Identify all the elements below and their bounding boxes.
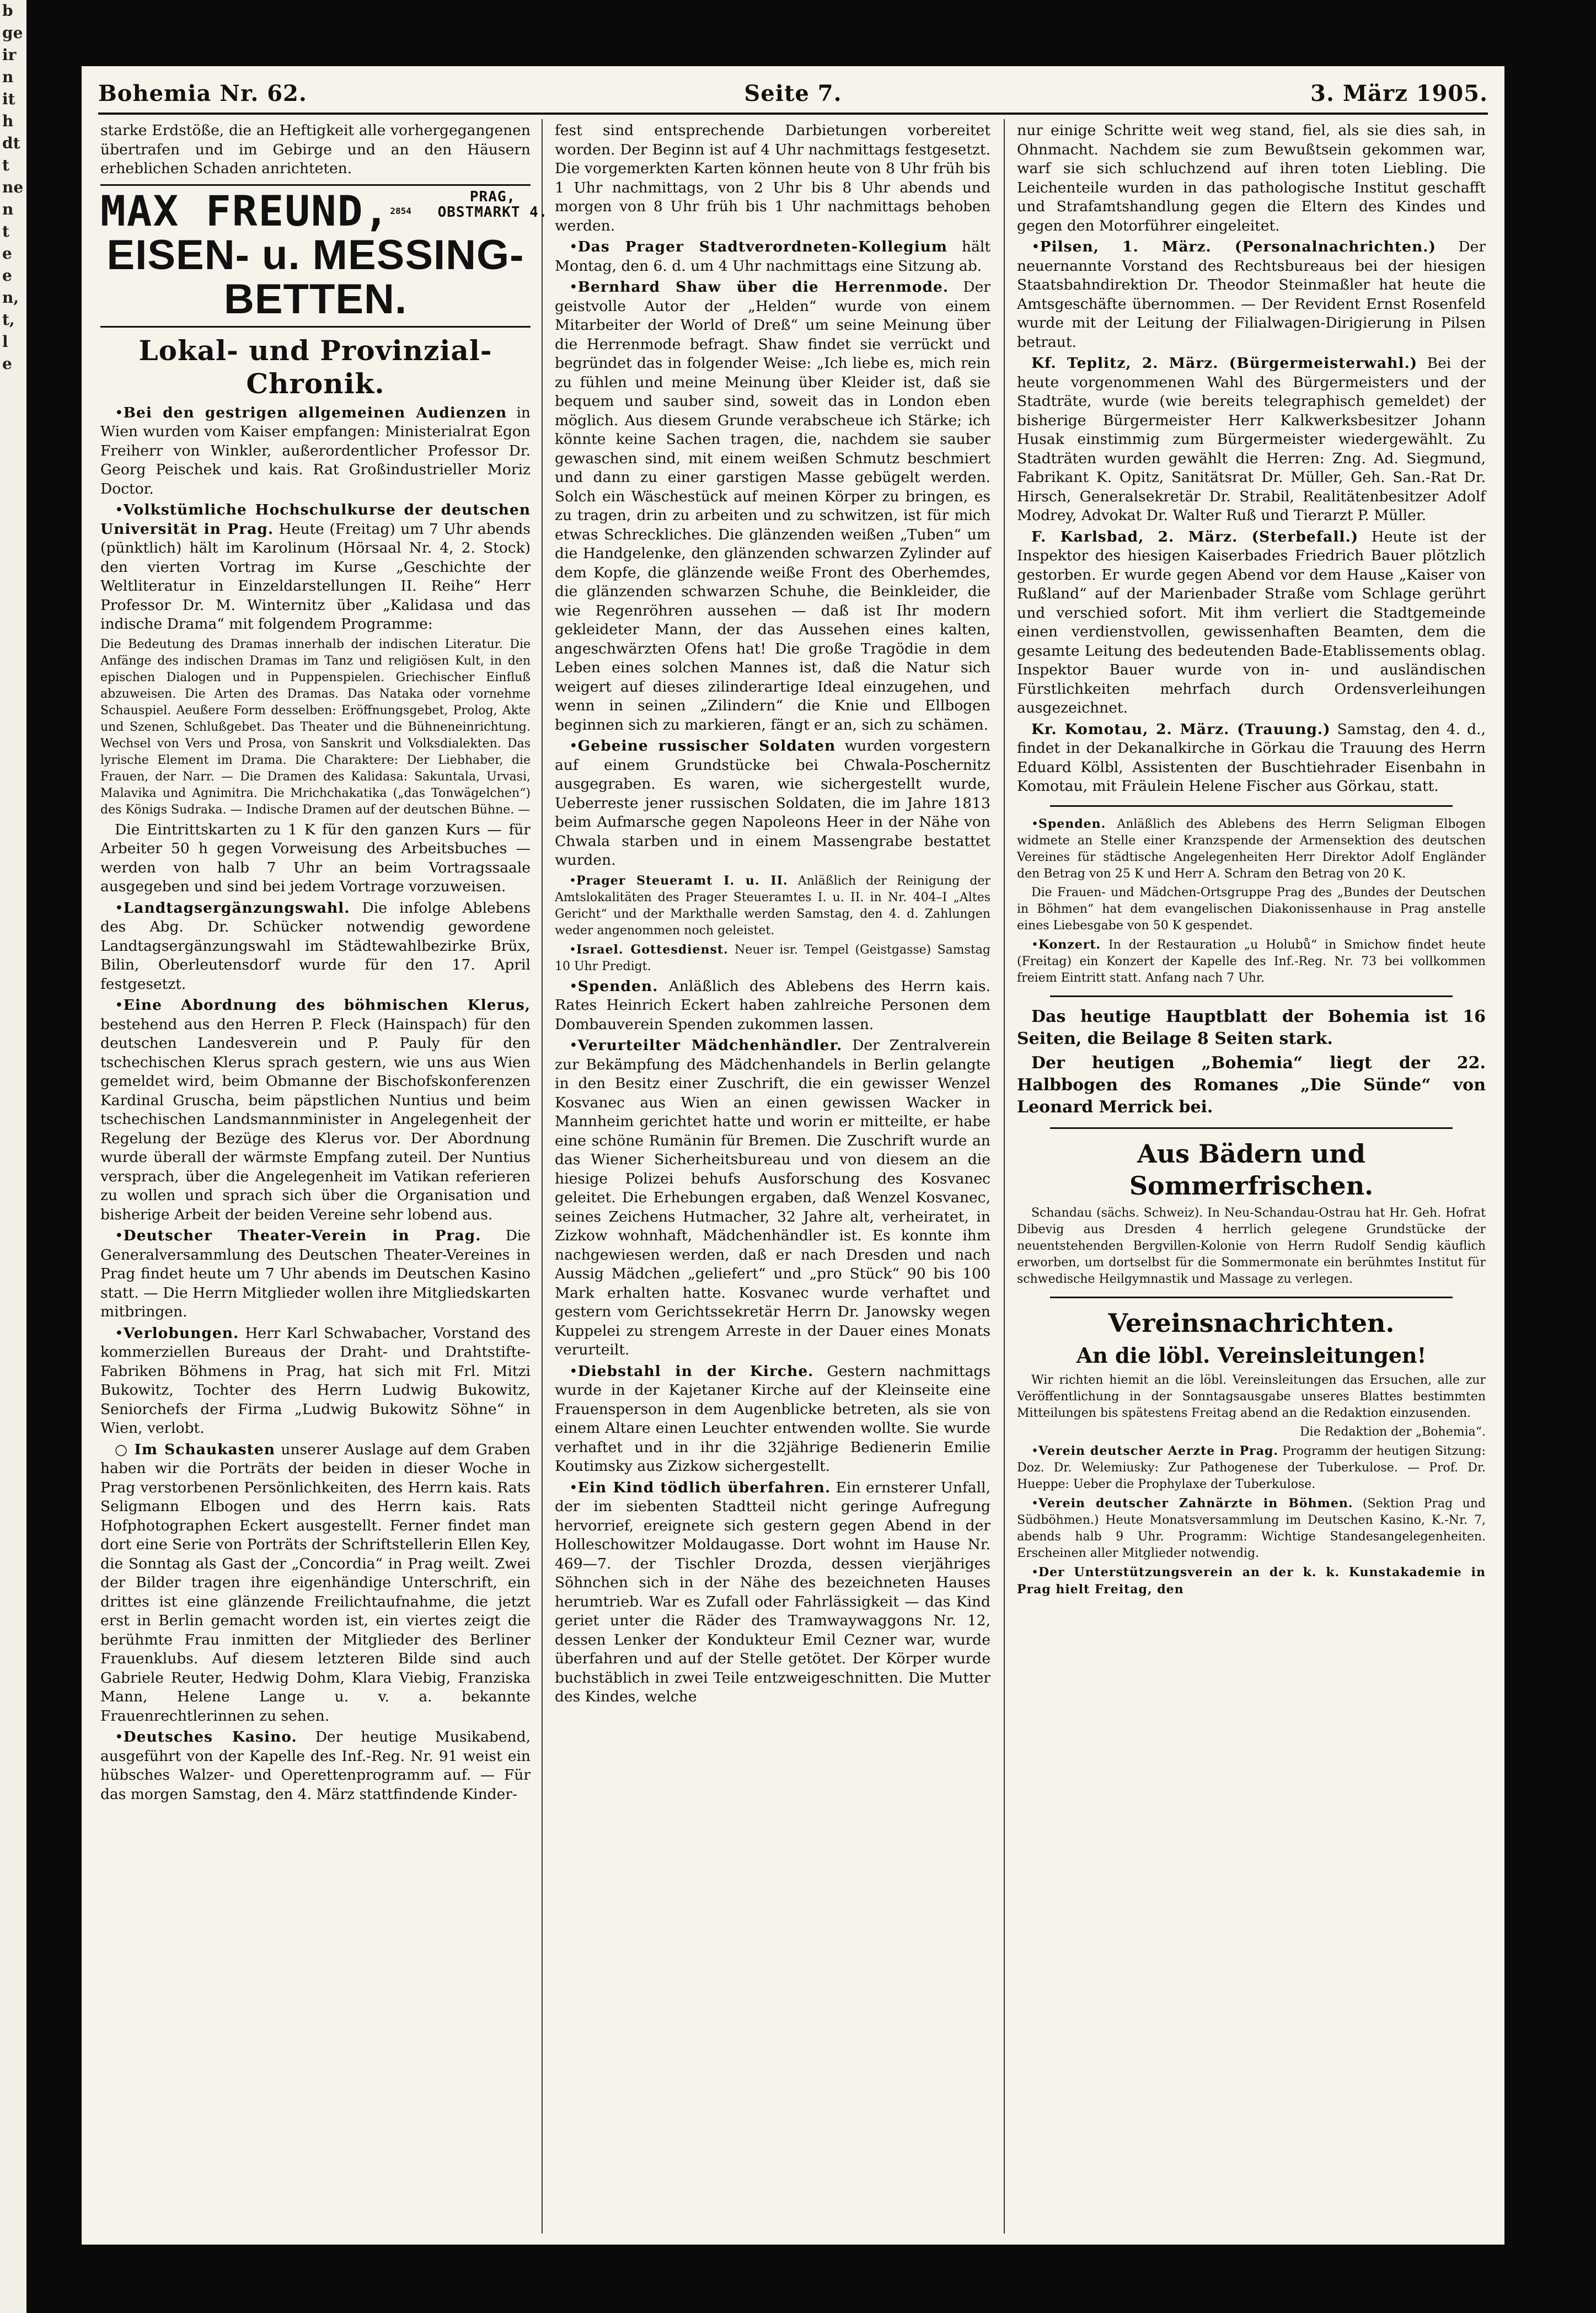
margin-fragment: h: [2, 112, 14, 130]
margin-fragment: t,: [2, 310, 15, 329]
column-divider: [542, 119, 543, 2234]
intro-text: starke Erdstöße, die an Heftigkeit alle vorhergegangenen übertrafen und im Gebirge und an den Häusern erheblichen Schaden anrichteten.: [100, 122, 531, 177]
article-text: Der neuernannte Vorstand des Rechtsbureaus bei der hiesigen Staatsbahndirektion Dr. Theodor Steinmaßler hat heute die Amtsgeschäfte übernommen. — Der Revident Ernst Rosenfeld wurde mit der Leitung der Filialwagen-Dirigierung in Pilsen betraut.: [1017, 238, 1486, 351]
article: •Bernhard Shaw über die Herrenmode. Der geistvolle Autor der „Helden“ wurde von einem Mitarbeiter der World of Dreß“ um seine Meinung über die Herrenmode befragt. Shaw findet sie verrückt und begründet das in folgender Weise: „Ich liebe es, mich rein zu fühlen und meine Meinung über Kleider ist, daß sie bequem und sauber sind, soweit das in London eben möglich. Aus diesem Grunde verabscheue ich Stärke; ich könnte keine Sachen tragen, die, nachdem sie sauber gewaschen sind, mit einem weißen Schmutz beschmiert und dann zu einer garstigen Masse gebügelt werden. Solch ein Wäschestück auf meinen Körper zu bringen, es zu tragen, drin zu arbeiten und zu schwitzen, ist für mich etwas Schreckliches. Die glänzenden weißen „Tuben“ um die Handgelenke, den glänzenden schwarzen Zylinder auf dem Kopfe, die glänzende weiße Front des Oberhemdes, die glänzenden schwarzen Schuhe, die Beinkleider, die wie Regenröhren aussehen — daß ist Ihr modern gekleideter Mann, der das Aussehen eines kalten, angeschwärzten Ofens hat! Die große Tragödie in dem Leben eines solchen Mannes ist, daß die Natur sich weigert auf dieses zilinderartige Ideal einzugehen, und wenn in seinen „Zilindern“ die Knie und Ellbogen beginnen sich zu markieren, fängt er an, sich zu schämen.: [555, 279, 990, 733]
article-heading: Spenden.: [1038, 816, 1106, 831]
article-text: Gestern nachmittags wurde in der Kajetaner Kirche auf der Kleinseite eine Frauensperson in dem Augenblicke betreten, als sie von einem Altare einen Leuchter entwenden wollte. Sie wurde verhaftet und in ihr die 32jährige Bedienerin Emilie Koutimsky aus Zizkow sichergestellt.: [555, 1362, 990, 1475]
article: •Deutscher Theater-Verein in Prag. Die Generalversammlung des Deutschen Theater-Vereines in Prag findet heute um 7 Uhr abends im Deutschen Kasino statt. — Die Herrn Mitglieder wollen ihre Mitgliedskarten mitbringen.: [100, 1227, 531, 1320]
article-text: in Wien wurden vom Kaiser empfangen: Ministerialrat Egon Freiherr von Winkler, außerordentlicher Professor Dr. Georg Peischek und kais. Rat Großindustrieller Moriz Doctor.: [100, 404, 531, 497]
margin-fragment: b: [2, 2, 13, 20]
ad-street: OBSTMARKT 4.: [437, 204, 548, 221]
advertisement-max-freund: [100, 184, 548, 328]
article: •Verein deutscher Zahnärzte in Böhmen. (Sektion Prag und Südböhmen.) Heute Monatsversammlung im Deutschen Kasino, K.-Nr. 7, abends halb 9 Uhr. Programm: Wichtige Standesangelegenheiten. Erscheinen aller Mitglieder notwendig.: [1017, 1496, 1486, 1560]
article-heading: Deutsches Kasino.: [123, 1728, 297, 1746]
article-text: Samstag, den 4. d., findet in der Dekanalkirche in Görkau die Trauung des Herrn Eduard Kölbl, Assistenten der Buschtiehrader Eisenbahn in Komotau, mit Fräulein Helene Fischer aus Görkau, statt.: [1017, 720, 1486, 795]
article-heading: Verein deutscher Zahnärzte in Böhmen.: [1038, 1496, 1353, 1511]
article-text: Anläßlich des Ablebens des Herrn Seligman Elbogen widmete an Stelle einer Kranzspende der Armensektion des deutschen Vereines für städtische Angelegenheiten Herr Direktor Adolf Engländer den Betrag von 25 K und Herr A. Schram den Betrag von 20 K.: [1017, 817, 1486, 881]
article-heading: Verein deutscher Aerzte in Prag.: [1038, 1443, 1279, 1458]
margin-fragment: e: [2, 355, 12, 373]
article: •Ein Kind tödlich überfahren. Ein ernsterer Unfall, der im siebenten Stadtteil nicht geringe Aufregung hervorrief, ereignete sich gestern gegen Abend in der Holleschowitzer Moldaugasse. Dort wohnt im Hause Nr. 469—7. der Tischler Drozda, dessen vierjähriges Söhnchen sich in der Nähe des bezeichneten Hauses herumtrieb. War es Zufall oder Fahrlässigkeit — das Kind geriet unter die Räder des Tramwaywaggons Nr. 12, dessen Lenker der Kondukteur Emil Cezner war, wurde überfahren und auf der Stelle getötet. Der Körper wurde buchstäblich in zwei Teile entzweigeschnitten. Die Mutter des Kindes, welche: [555, 1479, 990, 1705]
article-text: hält Montag, den 6. d. um 4 Uhr nachmittags eine Sitzung ab.: [555, 238, 990, 275]
header-rule: [98, 113, 1488, 115]
article-heading: Konzert.: [1038, 937, 1101, 952]
article: •Verurteilter Mädchenhändler. Der Zentralverein zur Bekämpfung des Mädchenhandels in Berlin gelangte in den Besitz einer Zuschrift, die ein gewisser Wenzel Kosvanec aus Wien an einen gewissen Wacker in Mannheim gerichtet hatte und worin er mitteilte, er habe eine schöne Rumänin für Bremen. Die Zuschrift wurde an das Wiener Sicherheitsbureau und von diesem an die hiesige Polizei behufs Ausforschung des Kosvanec geleitet. Die Erhebungen ergaben, daß Wenzel Kosvanec, seines Zeichens Hutmacher, 32 Jahre alt, verheiratet, in Zizkow wohnhaft, Mädchenhändler ist. Es konnte ihm nachgewiesen werden, daß er nach Dresden und nach Aussig Mädchen „geliefert“ und „pro Stück“ 90 bis 100 Mark erhalten hatte. Kosvanec wurde verhaftet und gestern vom Gerichtssekretär Herrn Dr. Janowsky wegen Kuppelei zu strengem Arreste in der Dauer eines Monats verurteilt.: [555, 1037, 990, 1358]
article: •Verein deutscher Aerzte in Prag. Programm der heutigen Sitzung: Doz. Dr. Welemiusky: Zur Pathogenese der Tuberkulose. — Prof. Dr. Hueppe: Ueber die Prophylaxe der Tuberkulose.: [1017, 1443, 1486, 1491]
margin-fragment: n,: [2, 288, 19, 307]
article-text: Anläßlich des Ablebens des Herrn kais. Rates Heinrich Eckert haben zahlreiche Personen dem Dombauverein Spenden zukommen lassen.: [555, 977, 990, 1033]
margin-fragment: dt: [2, 134, 20, 152]
signature: Die Redaktion der „Bohemia“.: [1300, 1425, 1486, 1439]
article-text: Die Eintrittskarten zu 1 K für den ganzen Kurs — für Arbeiter 50 h gegen Vorweisung des Arbeitsbuches — werden von halb 7 Uhr an beim Vortragssaale ausgegeben und sind bei jedem Vortrage vorzuweisen.: [100, 821, 531, 895]
margin-fragment: l: [2, 333, 8, 351]
article-text: Der geistvolle Autor der „Helden“ wurde von einem Mitarbeiter der World of Dreß“ um seine Meinung über die Herrenmode befragt. Shaw findet sie verrückt und begründet das in folgender Weise: „Ich liebe es, mich rein zu fühlen und meine Meinung über Kleider ist, daß sie bequem und sauber sind, soweit das in London eben möglich. Aus diesem Grunde verabscheue ich Stärke; ich könnte keine Sachen tragen, die, nachdem sie sauber gewaschen sind, mit einem weißen Schmutz beschmiert und dann zu einer garstigen Masse gebügelt werden. Solch ein Wäschestück auf meinen Körper zu bringen, es zu tragen, drin zu arbeiten und zu schwitzen, ist für mich etwas Schreckliches. Die glänzenden weißen „Tuben“ um die Handgelenke, den glänzenden schwarzen Zylinder auf dem Kopfe, die glänzende weiße Front des Oberhemdes, die glänzenden schwarzen Schuhe, die Beinkleider, die wie Regenröhren aussehen — daß ist Ihr modern gekleideter Mann, der das Aussehen eines kalten, angeschwärzten Ofens hat! Die große Tragödie in dem Leben eines solchen Mannes ist, daß die Natur sich weigert auf dieses zilinderartige Ideal einzugehen, und wenn in seinen „Zilindern“ die Knie und Ellbogen beginnen sich zu markieren, fängt er an, sich zu schämen.: [555, 279, 990, 733]
article: •Gebeine russischer Soldaten wurden vorgestern auf einem Grundstücke bei Chwala-Poschernitz ausgegraben. Es waren, wie sichergestellt wurde, Ueberreste jener russischen Soldaten, die im Jahre 1813 beim Aufmarsche gegen Napoleons Heer in der Nähe von Chwala starben und in einem Massengrabe bestattet wurden.: [555, 737, 990, 869]
article-text: Die infolge Ablebens des Abg. Dr. Schücker notwendig gewordene Landtagsergänzungswahl im Städtewahlbezirke Brüx, Bilin, Oberleutensdorf wurde für den 17. April festgesetzt.: [100, 899, 531, 993]
margin-fragment: it: [2, 90, 15, 108]
article-text: Die Frauen- und Mädchen-Ortsgruppe Prag des „Bundes der Deutschen in Böhmen“ hat dem evangelischen Diakonissenhause in Prag anstelle eines Liebesgabe von 50 K gespendet.: [1017, 885, 1486, 933]
column-divider: [1004, 119, 1005, 2234]
article: •Bei den gestrigen allgemeinen Audienzen in Wien wurden vom Kaiser empfangen: Ministerialrat Egon Freiherr von Winkler, außerordentlicher Professor Dr. Georg Peischek und kais. Rat Großindustrieller Moriz Doctor.: [100, 404, 531, 497]
article-text: Herr Karl Schwabacher, Vorstand des kommerziellen Bureaus der Draht- und Drahtstifte-Fabriken Böhmens in Prag, hat sich mit Frl. Mitzi Bukowitz, Tochter des Herrn Ludwig Bukowitz, Seniorchefs der Firma „Ludwig Bukowitz Söhne“ in Wien, verlobt.: [100, 1324, 531, 1437]
article-text: Der Zentralverein zur Bekämpfung des Mädchenhandels in Berlin gelangte in den Besitz einer Zuschrift, die ein gewisser Wenzel Kosvanec aus Wien an einen gewissen Wacker in Mannheim gerichtet hatte und worin er mitteilte, er habe eine schöne Rumänin für Bremen. Die Zuschrift wurde an das Wiener Sicherheitsbureau und von diesem an die hiesige Polizei behufs Ausforschung des Kosvanec geleitet. Die Erhebungen ergaben, daß Wenzel Kosvanec, seines Zeichens Hutmacher, 32 Jahre alt, verheiratet, in Zizkow wohnhaft, Mädchenhändler ist. Es konnte ihm nachgewiesen werden, daß er nach Dresden und nach Aussig Mädchen „geliefert“ und „pro Stück“ 90 bis 100 Mark erhalten hatte. Kosvanec wurde verhaftet und gestern vom Gerichtssekretär Herrn Dr. Janowsky wegen Kuppelei zu strengem Arreste in der Dauer eines Monats verurteilt.: [555, 1037, 990, 1358]
section-title-lokal: Lokal- und Provinzial-Chronik.: [138, 334, 492, 400]
article-text: Anläßlich der Reinigung der Amtslokalitäten des Prager Steueramtes I. u. II. in Nr. 404–I „Altes Gericht“ und der Markthalle werden Samstag, den 4. d. Zahlungen weder angenommen noch geleistet.: [555, 874, 991, 938]
left-margin-fragments: [0, 0, 26, 2313]
article-heading: Bernhard Shaw über die Herrenmode.: [577, 279, 949, 296]
header-date: 3. März 1905.: [1310, 81, 1488, 106]
article-heading: Kf. Teplitz, 2. März. (Bürgermeisterwahl.): [1031, 355, 1418, 372]
ad-name-line: [100, 186, 548, 235]
article-text: Wir richten hiemit an die löbl. Vereinsleitungen das Ersuchen, alle zur Veröffentlichung in der Sonntagsausgabe unseres Blattes bestimmten Mitteilungen bis spätestens Freitag abend an die Redaktion einzusenden.: [1017, 1373, 1486, 1420]
article-heading: Prager Steueramt I. u. II.: [576, 873, 788, 888]
article-text: Heute ist der Inspektor des hiesigen Kaiserbades Friedrich Bauer plötzlich gestorben. Er wurde gegen Abend vor dem Hause „Kaiser von Rußland“ auf der Marienbader Straße vom Schlage gerührt und verschied sofort. Mit ihm verliert die Stadtgemeinde einen verdienstvollen, gewissenhaften Beamten, dem die gesamte Leitung des bedeutenden Bade-Etablissements oblag. Inspektor Bauer wurde von in- und ausländischen Fürstlichkeiten mehrfach durch Ordensverleihungen ausgezeichnet.: [1017, 528, 1486, 716]
article-heading: Volkstümliche Hochschulkurse der deutschen Universität in Prag.: [100, 501, 531, 538]
page-header: [98, 76, 1488, 111]
article-text: Der heutige Musikabend, ausgeführt von der Kapelle des Inf.-Reg. Nr. 91 weist ein hübsches Walzer- und Operettenprogramm auf. — Für das morgen Samstag, den 4. März stattfindende Kinder-: [100, 1728, 531, 1803]
article-heading: Pilsen, 1. März. (Personalnachrichten.): [1040, 238, 1436, 255]
article-heading: Das Prager Stadtverordneten-Kollegium: [577, 238, 947, 255]
article: •Diebstahl in der Kirche. Gestern nachmittags wurde in der Kajetaner Kirche auf der Kleinseite eine Frauensperson in dem Augenblicke betreten, als sie von einem Altare einen Leuchter entwenden wollte. Sie wurde verhaftet und in ihr die 32jährige Bedienerin Emilie Koutimsky aus Zizkow sichergestellt.: [555, 1362, 990, 1475]
article-text: In der Restauration „u Holubů“ in Smichow findet heute (Freitag) ein Konzert der Kapelle des Inf.-Reg. Nr. 73 bei vollkommen freiem Eintritt statt. Anfang nach 7 Uhr.: [1017, 938, 1486, 985]
ad-product: EISEN- u. MESSING-BETTEN.: [106, 231, 524, 323]
ad-address: [438, 189, 548, 220]
section-subtitle: An die löbl. Vereinsleitungen!: [1076, 1342, 1427, 1368]
article-text: Programm der heutigen Sitzung: Doz. Dr. Welemiusky: Zur Pathogenese der Tuberkulose. — Prof. Dr. Hueppe: Ueber die Prophylaxe der Tuberkulose.: [1017, 1444, 1486, 1491]
header-page-number: Seite 7.: [744, 81, 842, 106]
article: •Konzert. In der Restauration „u Holubů“ in Smichow findet heute (Freitag) ein Konzert der Kapelle des Inf.-Reg. Nr. 73 bei vollkommen freiem Eintritt statt. Anfang nach 7 Uhr.: [1017, 937, 1486, 985]
margin-fragment: n: [2, 68, 14, 86]
article-heading: Im Schaukasten: [134, 1441, 275, 1458]
article: •Volkstümliche Hochschulkurse der deutschen Universität in Prag. Heute (Freitag) um 7 Uhr abends (pünktlich) hält im Karolinum (Hörsaal Nr. 4, 2. Stock) den vierten Vortrag im Kurse „Geschichte der Weltliteratur in Einzeldarstellungen II. Reihe“ Herr Professor Dr. M. Winternitz über „Kalidasa und das indische Drama“ mit folgendem Programme:: [100, 501, 531, 633]
section-title-baeder: Aus Bädern und Sommerfrischen.: [1129, 1138, 1374, 1201]
article: •Der Unterstützungsverein an der k. k. Kunstakademie in Prag hielt Freitag, den: [1017, 1565, 1486, 1597]
ad-city: PRAG,: [469, 188, 516, 205]
article-text: Schandau (sächs. Schweiz). In Neu-Schandau-Ostrau hat Hr. Geh. Hofrat Dibevig aus Dresden 4 herrlich gelegene Grundstücke der neuentstehenden Bergvillen-Kolonie von Herrn Rudolf Sendig käuflich erworben, um dortselbst für die Sommermonate ein berühmtes Institut für schwedische Heilgymnastik und Massage zu verlegen.: [1017, 1206, 1486, 1286]
article-text: Bei der heute vorgenommenen Wahl des Bürgermeisters und der Stadträte, wurde (wie bereits telegraphisch gemeldet) der bisherige Bürgermeister Herr Kalkwerksbesitzer Johann Husak einstimmig zum Bürgermeister wiedergewählt. Zu Stadträten wurden gewählt die Herren: Zng. Ad. Siegmund, Fabrikant K. Opitz, Sanitätsrat Dr. Müller, Geh. San.-Rat Dr. Hirsch, Generalsekretär Dr. Strabil, Realitätenbesitzer Adolf Modrey, Advokat Dr. Walter Ruß und Tierarzt P. Müller.: [1017, 355, 1486, 524]
column-2: [555, 121, 990, 2234]
article: [1017, 528, 1486, 718]
margin-fragment: t: [2, 222, 9, 240]
article: [1017, 720, 1486, 796]
article: •Eine Abordnung des böhmischen Klerus, bestehend aus den Herren P. Fleck (Hainspach) für den deutschen Landesverein und P. Pauly für den tschechischen Klerus sprach gestern, wie uns aus Wien gemeldet wird, beim Obmanne der Bischofskonferenzen Kardinal Gruscha, beim päpstlichen Nuntius und beim tschechischen Landsmannminister in Angelegenheit der Regelung der Bezüge des Klerus vor. Der Abordnung wurde überall der wärmste Empfang zuteil. Der Nuntius versprach, über die Angelegenheit im Vatikan referieren zu wollen und sprach sich über die Organisation und bisherige Arbeit der beiden Vereine sehr lobend aus.: [100, 997, 531, 1223]
divider-rule: [1050, 805, 1453, 807]
divider-rule: [1050, 1297, 1453, 1298]
article-heading: Landtagsergänzungswahl.: [123, 899, 350, 917]
ad-name: MAX FREUND,: [100, 186, 390, 235]
article-heading: F. Karlsbad, 2. März. (Sterbefall.): [1031, 528, 1359, 545]
section-title-vereinsnachrichten: Vereinsnachrichten.: [1108, 1308, 1395, 1338]
continued-text: nur einige Schritte weit weg stand, fiel, als sie dies sah, in Ohnmacht. Nachdem sie zum Bewußtsein gekommen war, warf sie sich schluchzend auf ihren toten Liebling. Die Leichenteile wurden in das pathologische Institut geschafft und Strafamtshandlung gegen die Eltern des Kindes und gegen den Motorführer eingeleitet.: [1017, 122, 1486, 234]
article: •Deutsches Kasino. Der heutige Musikabend, ausgeführt von der Kapelle des Inf.-Reg. Nr. 91 weist ein hübsches Walzer- und Operettenprogramm auf. — Für das morgen Samstag, den 4. März stattfindende Kinder-: [100, 1728, 531, 1803]
article-text: Die Generalversammlung des Deutschen Theater-Vereines in Prag findet heute um 7 Uhr abends im Deutschen Kasino statt. — Die Herrn Mitglieder wollen ihre Mitgliedskarten mitbringen.: [100, 1227, 531, 1320]
program-text: Die Bedeutung des Dramas innerhalb der indischen Literatur. Die Anfänge des indischen Dramas im Tanz und religiösen Kult, in den epischen Dialogen und in Puppenspielen. Griechischer Einfluß abzuweisen. Die Arten des Dramas. Das Nataka oder vornehme Schauspiel. Aeußere Form desselben: Eröffnungsgebet, Prolog, Akte und Szenen, Schlußgebet. Das Theater und die Bühneneinrichtung. Wechsel von Vers und Prosa, von Sanskrit und Volksdialekten. Das lyrische Element im Drama. Die Charaktere: Der Liebhaber, die Frauen, der Narr. — Die Dramen des Kalidasa: Sakuntala, Urvasi, Malavika und Agnimitra. Die Mrichchakatika („das Tonwägelchen“) des Königs Sudraka. — Indische Dramen auf der deutschen Bühne. —: [100, 637, 531, 817]
article-heading: Spenden.: [577, 977, 658, 995]
article-text: Neuer isr. Tempel (Geistgasse) Samstag 10 Uhr Predigt.: [555, 943, 990, 973]
margin-fragment: n: [2, 200, 14, 218]
article-heading: Israel. Gottesdienst.: [576, 942, 729, 957]
margin-fragment: t: [2, 156, 9, 174]
notice-novel: Der heutigen „Bohemia“ liegt der 22. Halbbogen des Romanes „Die Sünde“ von Leonard Merrick bei.: [1017, 1053, 1486, 1117]
divider-rule: [1050, 995, 1453, 997]
article-heading: Diebstahl in der Kirche.: [577, 1362, 814, 1380]
article-text: unserer Auslage auf dem Graben haben wir die Porträts der beiden in dieser Woche in Prag verstorbenen Persönlichkeiten, des Herrn kais. Rats Seligmann Elbogen und des Herrn kais. Rats Hofphotographen Eckert ausgestellt. Ferner findet man dort eine Serie von Porträts der Schriftstellerin Ellen Key, die Sonntag als Gast der „Concordia“ in Prag weilt. Zwei der Bilder tragen ihre eigenhändige Unterschrift, ein drittes ist eine glänzende Freilichtaufnahme, die jetzt erst in Berlin gemacht worden ist, ein viertes zeigt die berühmte Frau inmitten der Mitglieder des Berliner Frauenklubs. Auf diesem letzteren Bilde sind auch Gabriele Reuter, Hedwig Dohm, Klara Viebig, Franziska Mann, Helene Lange u. v. a. bekannte Frauenrechtlerinnen zu sehen.: [100, 1441, 531, 1725]
article-heading: Eine Abordnung des böhmischen Klerus,: [123, 997, 531, 1014]
article-heading: Gebeine russischer Soldaten: [577, 737, 836, 754]
article: ○ Im Schaukasten unserer Auslage auf dem Graben haben wir die Porträts der beiden in dieser Woche in Prag verstorbenen Persönlichkeiten, des Herrn kais. Rats Seligmann Elbogen und des Herrn kais. Rats Hofphotographen Eckert ausgestellt. Ferner findet man dort eine Serie von Porträts der Schriftstellerin Ellen Key, die Sonntag als Gast der „Concordia“ in Prag weilt. Zwei der Bilder tragen ihre eigenhändige Unterschrift, ein drittes ist eine glänzende Freilichtaufnahme, die jetzt erst in Berlin gemacht worden ist, ein viertes zeigt die berühmte Frau inmitten der Mitglieder des Berliner Frauenklubs. Auf diesem letzteren Bilde sind auch Gabriele Reuter, Hedwig Dohm, Klara Viebig, Franziska Mann, Helene Lange u. v. a. bekannte Frauenrechtlerinnen zu sehen.: [100, 1441, 531, 1725]
article-heading: Der Unterstützungsverein an der k. k. Kunstakademie in Prag hielt Freitag, den: [1017, 1565, 1486, 1597]
margin-fragment: ne: [2, 178, 24, 196]
article: •Prager Steueramt I. u. II. Anläßlich der Reinigung der Amtslokalitäten des Prager Steueramtes I. u. II. in Nr. 404–I „Altes Gericht“ und der Markthalle werden Samstag, den 4. d. Zahlungen weder angenommen noch geleistet.: [555, 873, 991, 938]
article: •Verlobungen. Herr Karl Schwabacher, Vorstand des kommerziellen Bureaus der Draht- und Drahtstifte-Fabriken Böhmens in Prag, hat sich mit Frl. Mitzi Bukowitz, Tochter des Herrn Ludwig Bukowitz, Seniorchefs der Firma „Ludwig Bukowitz Söhne“ in Wien, verlobt.: [100, 1324, 531, 1437]
article-heading: Verlobungen.: [123, 1324, 239, 1342]
divider-rule: [1050, 1127, 1453, 1129]
continued-text: fest sind entsprechende Darbietungen vorbereitet worden. Der Beginn ist auf 4 Uhr nachmittags festgesetzt. Die vorgemerkten Karten können heute von 8 Uhr früh bis 1 Uhr nachmittags, von 2 Uhr bis 8 Uhr abends und morgen von 8 Uhr früh bis 1 Uhr nachmittags behoben werden.: [555, 122, 990, 234]
header-issue: Bohemia Nr. 62.: [98, 81, 307, 106]
ad-number: 2854: [390, 205, 411, 216]
article-heading: Ein Kind tödlich überfahren.: [577, 1479, 831, 1496]
article: •Pilsen, 1. März. (Personalnachrichten.) Der neuernannte Vorstand des Rechtsbureaus bei der hiesigen Staatsbahndirektion Dr. Theodor Steinmaßler hat heute die Amtsgeschäfte übernommen. — Der Revident Ernst Rosenfeld wurde mit der Leitung der Filialwagen-Dirigierung in Pilsen betraut.: [1017, 238, 1486, 351]
margin-fragment: e: [2, 244, 12, 263]
article-heading: Verurteilter Mädchenhändler.: [577, 1037, 843, 1054]
article-text: Ein ernsterer Unfall, der im siebenten Stadtteil nicht geringe Aufregung hervorrief, ereignete sich gestern gegen Abend in der Holleschowitzer Moldaugasse. Dort wohnt im Hause Nr. 469—7. der Tischler Drozda, dessen vierjähriges Söhnchen sich in der Nähe des bezeichneten Hauses herumtrieb. War es Zufall oder Fahrlässigkeit — das Kind geriet unter die Räder des Tramwaywaggons Nr. 12, dessen Lenker der Kondukteur Emil Cezner war, wurde überfahren und auf der Stelle getötet. Der Körper wurde buchstäblich in zwei Teile entzweigeschnitten. Die Mutter des Kindes, welche: [555, 1479, 990, 1705]
article-heading: Deutscher Theater-Verein in Prag.: [123, 1227, 481, 1244]
article: •Landtagsergänzungswahl. Die infolge Ablebens des Abg. Dr. Schücker notwendig gewordene Landtagsergänzungswahl im Städtewahlbezirke Brüx, Bilin, Oberleutensdorf wurde für den 17. April festgesetzt.: [100, 899, 531, 993]
article: •Spenden. Anläßlich des Ablebens des Herrn Seligman Elbogen widmete an Stelle einer Kranzspende der Armensektion des deutschen Vereines für städtische Angelegenheiten Herr Direktor Adolf Engländer den Betrag von 25 K und Herr A. Schram den Betrag von 20 K.: [1017, 816, 1486, 881]
article-text: Heute (Freitag) um 7 Uhr abends (pünktlich) hält im Karolinum (Hörsaal Nr. 4, 2. Stock) den vierten Vortrag im Kurse „Geschichte der Weltliteratur in Einzeldarstellungen II. Reihe“ Herr Professor Dr. M. Winternitz über „Kalidasa und das indische Drama“ mit folgendem Programme:: [100, 520, 531, 633]
column-3: [1017, 121, 1486, 2234]
article-text: wurden vorgestern auf einem Grundstücke bei Chwala-Poschernitz ausgegraben. Es waren, wie sichergestellt wurde, Ueberreste jener russischen Soldaten, die im Jahre 1813 beim Aufmarsche gegen Napoleons Heer in der Nähe von Chwala starben und in einem Massengrabe bestattet wurden.: [555, 737, 990, 869]
article-text: (Sektion Prag und Südböhmen.) Heute Monatsversammlung im Deutschen Kasino, K.-Nr. 7, abends halb 9 Uhr. Programm: Wichtige Standesangelegenheiten. Erscheinen aller Mitglieder notwendig.: [1017, 1496, 1486, 1560]
article-text: bestehend aus den Herren P. Fleck (Hainspach) für den deutschen Landesverein und P. Pauly für den tschechischen Klerus sprach gestern, wie uns aus Wien gemeldet wird, beim Obmanne der Bischofskonferenzen Kardinal Gruscha, beim päpstlichen Nuntius und beim tschechischen Landsmannminister in Angelegenheit der Regelung der Bezüge des Klerus vor. Der Abordnung wurde überall der wärmste Empfang zuteil. Der Nuntius versprach, über die Angelegenheit im Vatikan referieren zu wollen und sprach sich über die Organisation und bisherige Arbeit der beiden Vereine sehr lobend aus.: [100, 1015, 531, 1223]
margin-fragment: e: [2, 266, 12, 285]
notice-page-count: Das heutige Hauptblatt der Bohemia ist 16 Seiten, die Beilage 8 Seiten stark.: [1017, 1006, 1486, 1048]
margin-fragment: ir: [2, 46, 17, 64]
article: •Das Prager Stadtverordneten-Kollegium hält Montag, den 6. d. um 4 Uhr nachmittags eine Sitzung ab.: [555, 238, 990, 275]
column-1: [100, 121, 548, 2234]
article: •Israel. Gottesdienst. Neuer isr. Tempel (Geistgasse) Samstag 10 Uhr Predigt.: [555, 942, 990, 973]
article-heading: Bei den gestrigen allgemeinen Audienzen: [123, 404, 507, 421]
newspaper-page: [82, 66, 1504, 2245]
article: •Spenden. Anläßlich des Ablebens des Herrn kais. Rates Heinrich Eckert haben zahlreiche Personen dem Dombauverein Spenden zukommen lassen.: [555, 977, 990, 1033]
article-heading: Kr. Komotau, 2. März. (Trauung.): [1031, 720, 1331, 738]
margin-fragment: ge: [2, 24, 23, 42]
article: [1017, 354, 1486, 526]
